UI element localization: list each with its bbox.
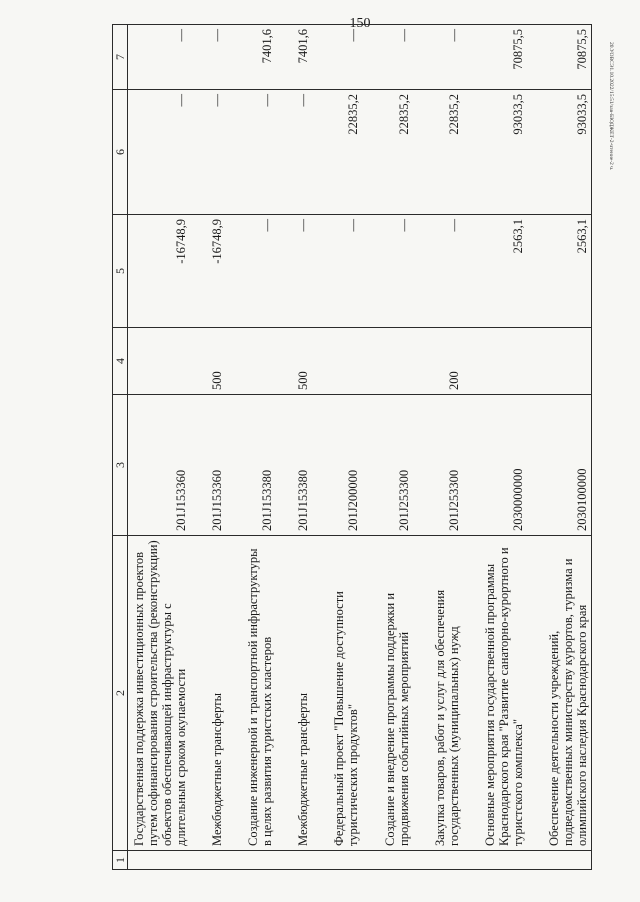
table-row: [527, 25, 591, 870]
row-code: 201J253300: [413, 395, 463, 536]
header-col-7: 7: [113, 25, 128, 90]
budget-table: [112, 24, 592, 870]
row-name: Обеспечение деятельности учреждений, подведомственных министерству курортов, туризма и олимпийского наследия Краснодарского края: [527, 536, 591, 851]
table-row: [190, 25, 226, 870]
row-name: Закупка товаров, работ и услуг для обеспечения государственных (муниципальных) нужд: [413, 536, 463, 851]
row-code: 201J153380: [276, 395, 312, 536]
row-name: Межбюджетные трансферты: [276, 536, 312, 851]
page-number: 150: [349, 16, 371, 31]
row-value-5: -16748,9: [128, 215, 190, 328]
row-value-5: -16748,9: [190, 215, 226, 328]
row-name: Федеральный проект "Повышение доступности туристических продуктов": [312, 536, 362, 851]
row-type: [463, 328, 527, 395]
row-value-6: 22835,2: [362, 90, 412, 215]
row-value-6: 93033,5: [463, 90, 527, 215]
header-col-6: 6: [113, 90, 128, 215]
row-value-6: 93033,5: [527, 90, 591, 215]
table-row: [128, 25, 190, 870]
row-type: [362, 328, 412, 395]
row-value-7: 70875,5: [463, 25, 527, 90]
row-value-5: —: [312, 215, 362, 328]
row-value-7: 7401,6: [276, 25, 312, 90]
row-type: 500: [276, 328, 312, 395]
row-value-5: —: [362, 215, 412, 328]
header-col-3: 3: [113, 395, 128, 536]
row-code: 201J153360: [190, 395, 226, 536]
row-value-6: —: [128, 90, 190, 215]
row-value-5: —: [226, 215, 276, 328]
row-value-6: 22835,2: [413, 90, 463, 215]
row-value-6: 22835,2: [312, 90, 362, 215]
header-col-5: 5: [113, 215, 128, 328]
row-value-6: —: [190, 90, 226, 215]
row-value-7: 7401,6: [226, 25, 276, 90]
row-value-7: 70875,5: [527, 25, 591, 90]
row-code: 201J200000: [312, 395, 362, 536]
header-col-2: 2: [113, 536, 128, 851]
row-value-5: —: [413, 215, 463, 328]
row-value-7: —: [190, 25, 226, 90]
row-code: 2030100000: [527, 395, 591, 536]
table-row: [463, 25, 527, 870]
row-value-6: —: [226, 90, 276, 215]
rotated-table-container: [112, 29, 592, 870]
table-row: [362, 25, 412, 870]
row-code: 2030000000: [463, 395, 527, 536]
row-value-7: —: [362, 25, 412, 90]
row-type: 500: [190, 328, 226, 395]
row-type: [527, 328, 591, 395]
table-row: [413, 25, 463, 870]
document-stamp: 20.УОВСЭ1.10.2022/15:51/зав-БЮДЖЕТ-2-чтение-2 ч.: [608, 42, 614, 171]
row-type: [312, 328, 362, 395]
row-value-6: —: [276, 90, 312, 215]
table-header-row: [113, 25, 128, 870]
row-value-5: —: [276, 215, 312, 328]
header-col-1: 1: [113, 851, 128, 870]
row-name: Создание и внедрение программы поддержки и продвижения событийных мероприятий: [362, 536, 412, 851]
row-code: 201J253300: [362, 395, 412, 536]
row-name: Межбюджетные трансферты: [190, 536, 226, 851]
row-type: [128, 328, 190, 395]
row-value-5: 2563,1: [463, 215, 527, 328]
row-name: Государственная поддержка инвестиционных проектов путем софинансирования строительства (реконструкции) объектов обеспечивающей инфраструктуры с длительным сроком окупаемости: [128, 536, 190, 851]
row-code: 201J153380: [226, 395, 276, 536]
header-col-4: 4: [113, 328, 128, 395]
row-name: Основные мероприятия государственной программы Краснодарского края "Развитие санаторно-курортного и туристского комплекса": [463, 536, 527, 851]
row-type: [226, 328, 276, 395]
row-value-7: —: [312, 25, 362, 90]
table-body: [128, 25, 592, 870]
table-row: [226, 25, 276, 870]
row-value-5: 2563,1: [527, 215, 591, 328]
row-value-7: —: [128, 25, 190, 90]
row-type: 200: [413, 328, 463, 395]
row-name: Создание инженерной и транспортной инфраструктуры в целях развития туристских кластеров: [226, 536, 276, 851]
row-code: 201J153360: [128, 395, 190, 536]
row-value-7: —: [413, 25, 463, 90]
table-row: [276, 25, 312, 870]
table-row: [312, 25, 362, 870]
